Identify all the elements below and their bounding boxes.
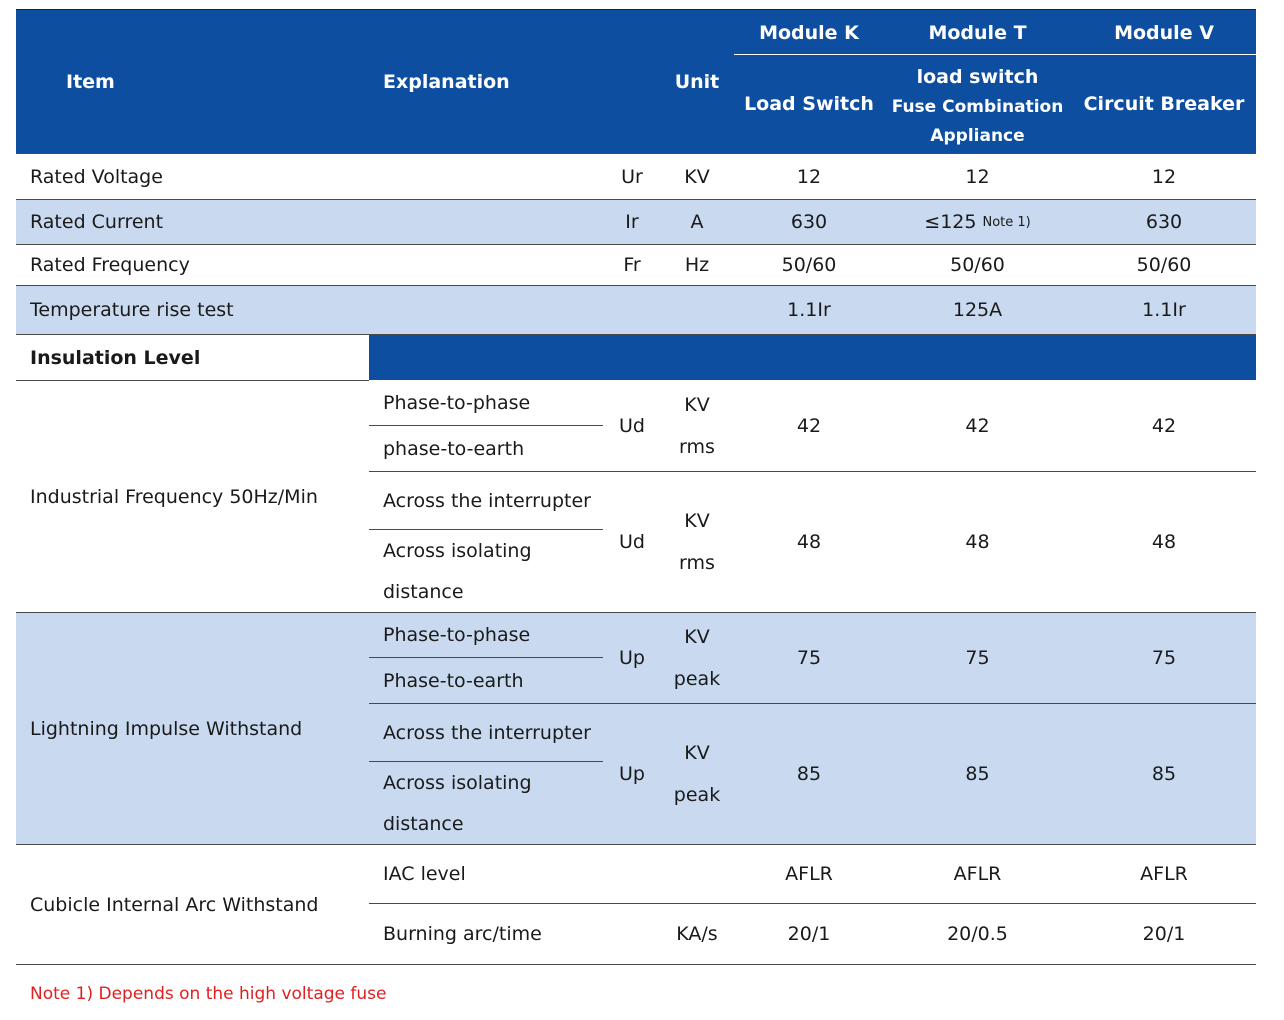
industrial-g1-symbol: Ud	[619, 415, 645, 437]
table-bottom-border	[16, 964, 1256, 965]
row-rated-current-symbol: Ir	[625, 211, 639, 233]
industrial-g2-v: 48	[1151, 531, 1177, 553]
arc-iac-t: AFLR	[953, 863, 1002, 885]
lightning-g2-v: 85	[1151, 763, 1177, 785]
row-rated-frequency-symbol: Fr	[623, 254, 641, 276]
row-rated-frequency-k: 50/60	[781, 254, 837, 276]
arc-burning-k: 20/1	[787, 923, 831, 945]
row-industrial-item: Industrial Frequency 50Hz/Min	[30, 485, 318, 508]
header-module-v: Module V	[1114, 22, 1214, 44]
lightning-g1-v: 75	[1151, 647, 1177, 669]
lightning-g2-symbol: Up	[619, 763, 645, 785]
lightning-phase-to-earth: Phase-to-earth	[383, 669, 524, 692]
arc-iac-label: IAC level	[383, 863, 466, 885]
row-rated-frequency-t: 50/60	[950, 254, 1005, 276]
row-temperature-rise-item: Temperature rise test	[30, 299, 234, 321]
section-insulation-bar	[369, 335, 1256, 380]
row-rated-frequency-item: Rated Frequency	[30, 254, 190, 276]
lightning-across-isolating: Across isolating	[383, 772, 532, 794]
row-rated-voltage-v: 12	[1151, 165, 1177, 188]
lightning-g2-unit: KV peak	[673, 742, 721, 806]
row-rated-voltage-unit: KV	[684, 165, 710, 188]
footnote: Note 1) Depends on the high voltage fuse	[30, 984, 387, 1004]
header-type-v: Circuit Breaker	[1083, 93, 1245, 115]
lightning-g2-t: 85	[965, 763, 990, 785]
lightning-distance: distance	[383, 813, 464, 835]
row-arc-item: Cubicle Internal Arc Withstand	[30, 893, 319, 916]
industrial-distance: distance	[383, 581, 464, 603]
row-temperature-rise-k: 1.1Ir	[787, 299, 831, 321]
industrial-g2-symbol: Ud	[619, 531, 645, 553]
note-ref: Note 1)	[982, 214, 1031, 230]
row-temperature-rise-t: 125A	[952, 299, 1003, 321]
header-unit: Unit	[674, 70, 720, 93]
row-temperature-rise-v: 1.1Ir	[1142, 299, 1186, 321]
lightning-g2-k: 85	[796, 763, 822, 785]
arc-burning-unit: KA/s	[676, 923, 718, 945]
industrial-phase-to-earth: phase-to-earth	[383, 437, 525, 460]
lightning-g1-t: 75	[965, 647, 990, 669]
industrial-across-isolating: Across isolating	[383, 540, 532, 562]
row-rated-current-v: 630	[1145, 211, 1183, 233]
arc-burning-t: 20/0.5	[947, 923, 1008, 945]
header-module-t: Module T	[928, 22, 1027, 44]
arc-iac-k: AFLR	[785, 863, 833, 885]
row-rated-frequency-v: 50/60	[1136, 254, 1192, 276]
lightning-phase-to-phase: Phase-to-phase	[383, 624, 531, 646]
industrial-across-interrupter: Across the interrupter	[383, 489, 591, 512]
row-rated-voltage-k: 12	[796, 165, 822, 188]
header-type-k: Load Switch	[744, 93, 874, 115]
industrial-g1-k: 42	[796, 415, 822, 437]
industrial-g1-v: 42	[1151, 415, 1177, 437]
lightning-g1-unit: KV peak	[673, 626, 721, 690]
industrial-g2-t: 48	[965, 531, 990, 553]
arc-iac-v: AFLR	[1140, 863, 1188, 885]
spec-table	[16, 9, 1256, 965]
row-lightning-item: Lightning Impulse Withstand	[30, 717, 303, 740]
arc-burning-label: Burning arc/time	[383, 923, 542, 945]
header-item: Item	[66, 70, 115, 93]
header-module-k: Module K	[759, 22, 859, 44]
industrial-phase-to-phase: Phase-to-phase	[383, 392, 531, 414]
lightning-g1-symbol: Up	[619, 647, 645, 669]
row-rated-frequency-unit: Hz	[684, 254, 710, 276]
industrial-g1-t: 42	[965, 415, 990, 437]
industrial-g2-unit: KV rms	[679, 510, 715, 574]
industrial-g2-k: 48	[796, 531, 822, 553]
row-rated-current-item: Rated Current	[30, 211, 164, 233]
industrial-g1-unit: KV rms	[679, 394, 715, 458]
lightning-across-interrupter: Across the interrupter	[383, 721, 591, 744]
lightning-g1-k: 75	[796, 647, 822, 669]
row-rated-current-k: 630	[790, 211, 828, 233]
header-type-t: load switch Fuse Combination Appliance	[891, 66, 1064, 146]
row-rated-voltage-t: 12	[965, 165, 990, 188]
header-explanation: Explanation	[383, 70, 510, 93]
row-rated-current-t: ≤125 Note 1)	[924, 211, 1031, 233]
row-rated-voltage-item: Rated Voltage	[30, 165, 163, 188]
arc-burning-v: 20/1	[1142, 923, 1186, 945]
row-rated-voltage-symbol: Ur	[621, 165, 643, 188]
section-insulation-level: Insulation Level	[30, 346, 201, 369]
row-rated-current-unit: A	[690, 211, 704, 233]
